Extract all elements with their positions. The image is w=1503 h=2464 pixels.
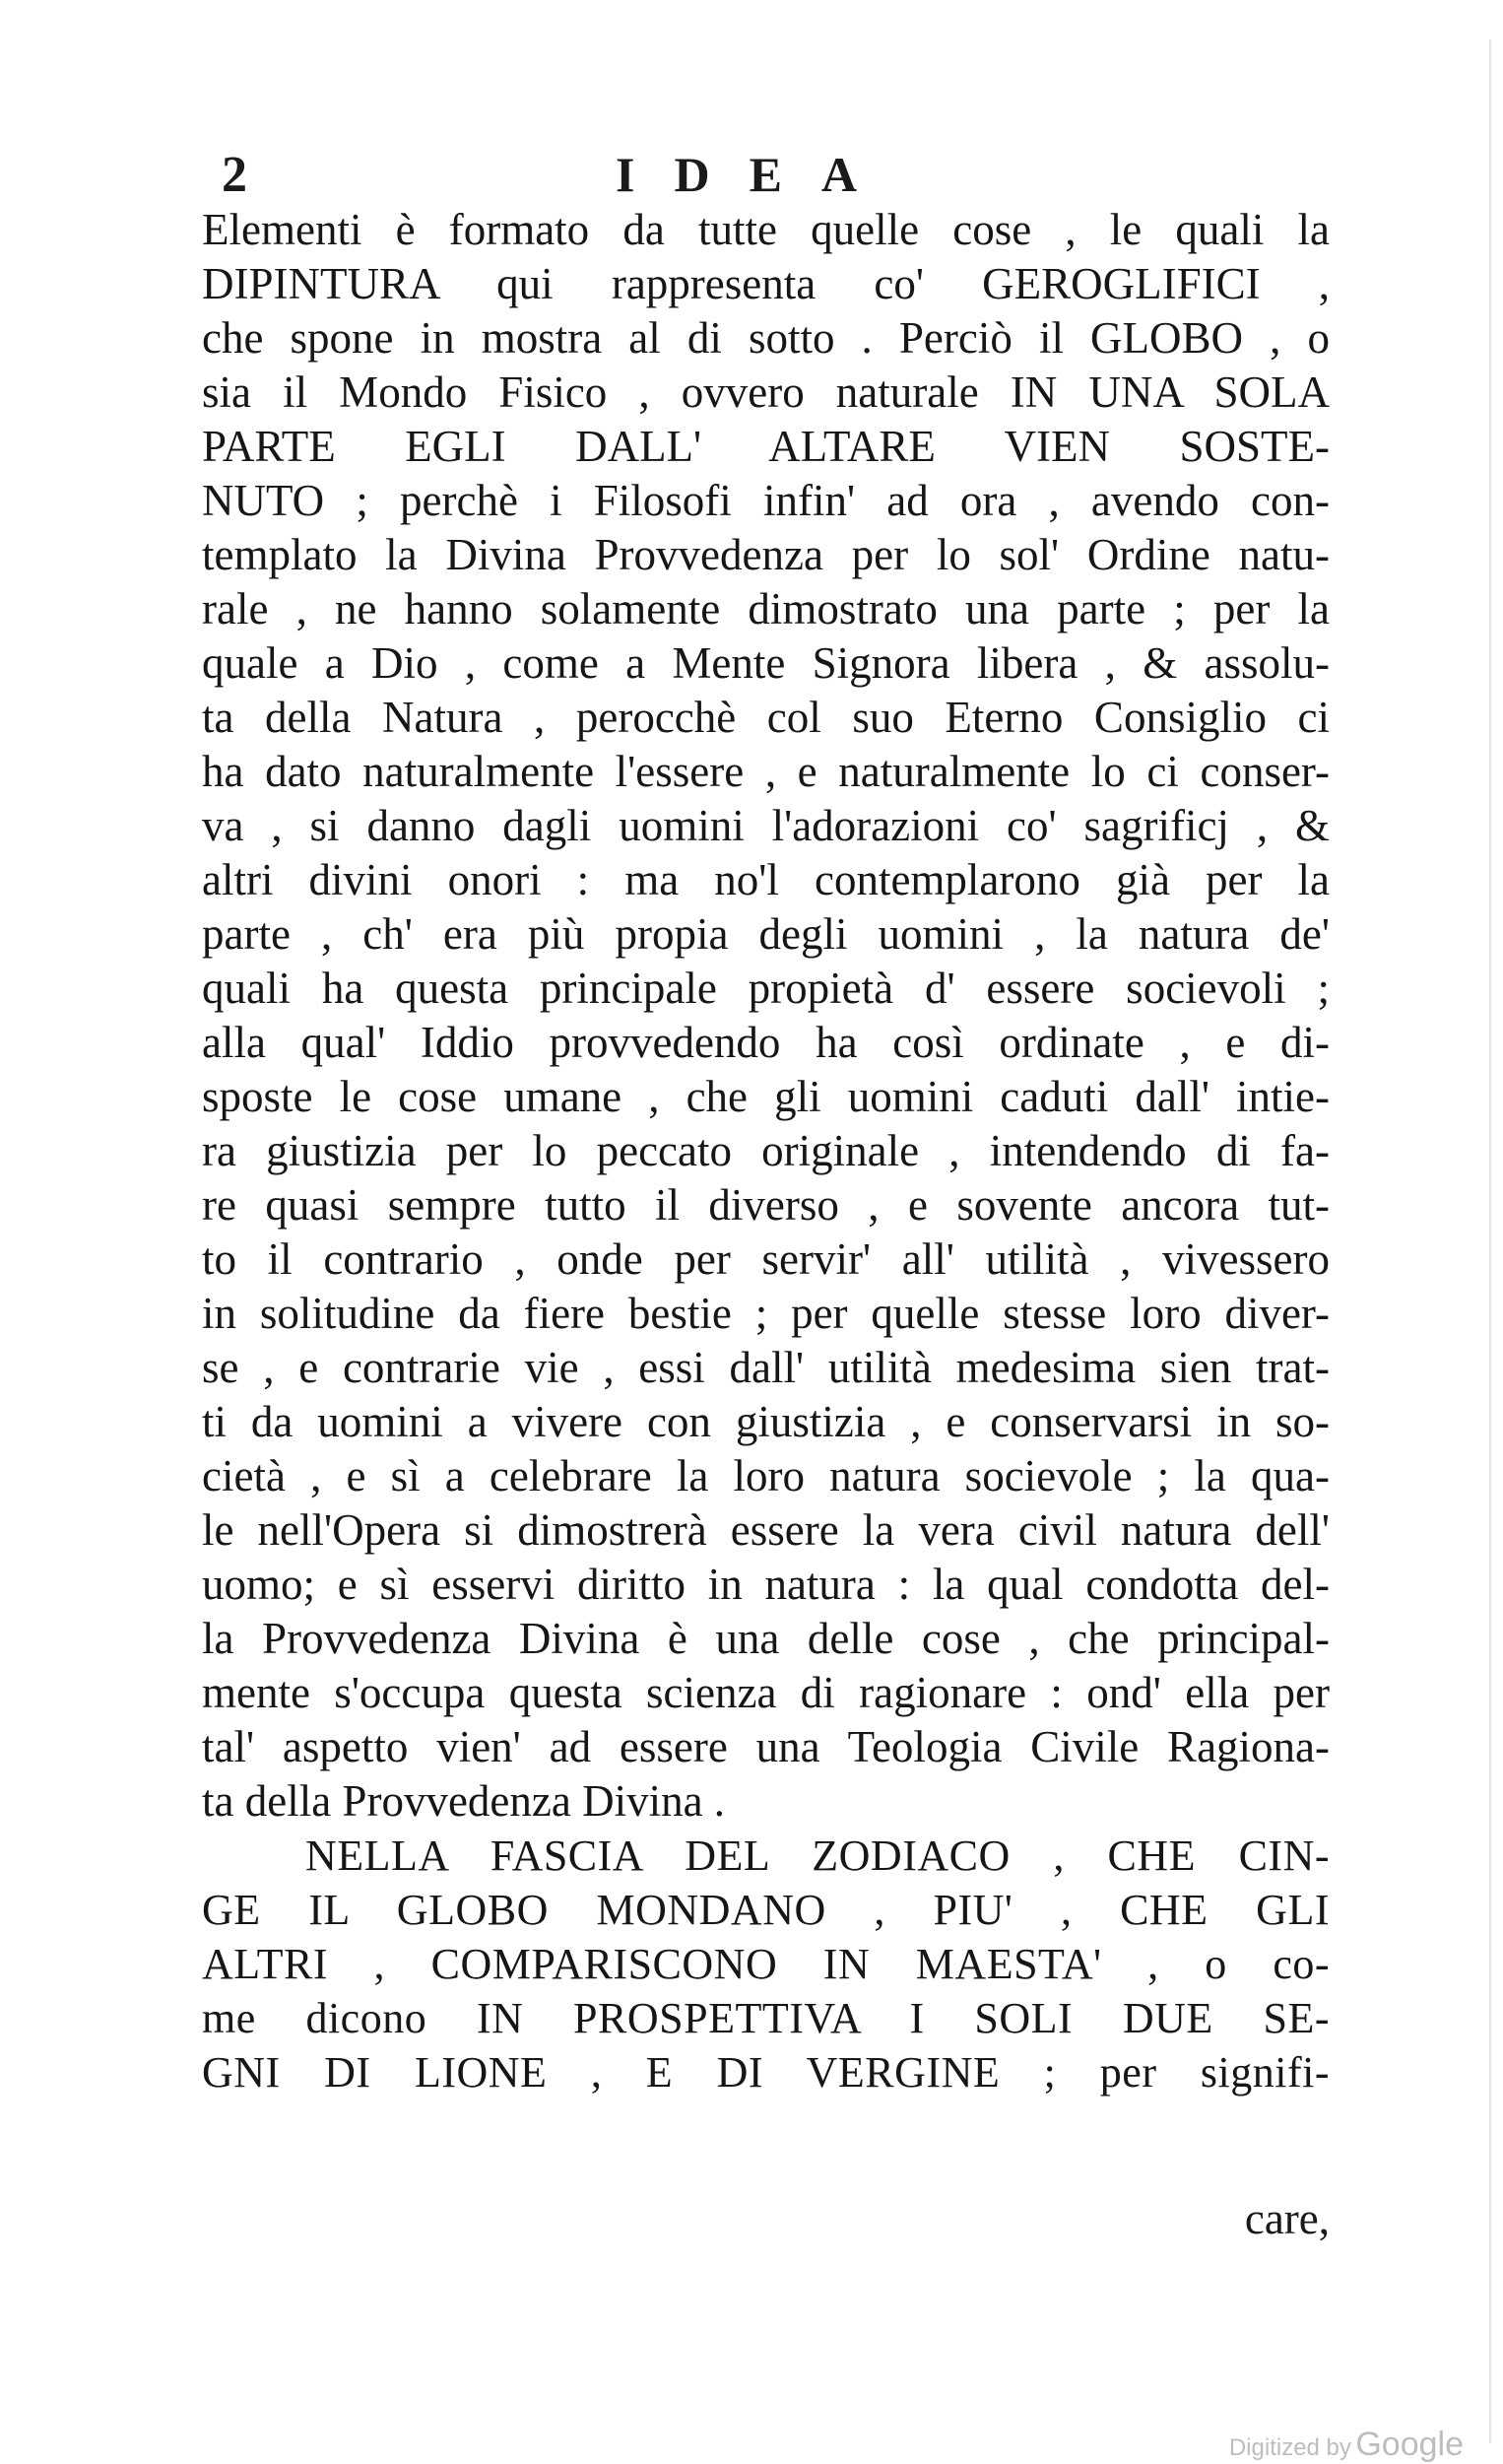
text-line: ta della Natura , perocchè col suo Eterno Consiglio ci	[202, 693, 1330, 742]
text-line: se , e contrarie vie , essi dall' utilità medesima sien trat-	[202, 1343, 1330, 1392]
paragraph-line: NELLA FASCIA DEL ZODIACO , CHE CIN-	[305, 1831, 1330, 1880]
text-line: mente s'occupa questa scienza di ragionare : ond' ella per	[202, 1668, 1330, 1717]
page-edge-line	[1489, 39, 1491, 2443]
text-line: ha dato naturalmente l'essere , e naturalmente lo ci conser-	[202, 747, 1330, 796]
text-line: che spone in mostra al di sotto . Perciò il GLOBO , o	[202, 313, 1330, 363]
text-line: ti da uomini a vivere con giustizia , e conservarsi in so-	[202, 1397, 1330, 1446]
text-line: ra giustizia per lo peccato originale , intendendo di fa-	[202, 1126, 1330, 1175]
text-line: la Provvedenza Divina è una delle cose , che principal-	[202, 1614, 1330, 1663]
paragraph-line: GE IL GLOBO MONDANO , PIU' , CHE GLI	[202, 1886, 1330, 1934]
text-line: tal' aspetto vien' ad essere una Teologia Civile Ragiona-	[202, 1722, 1330, 1771]
text-line: va , si danno dagli uomini l'adorazioni co' sagrificj , &	[202, 801, 1330, 850]
text-line: parte , ch' era più propia degli uomini , la natura de'	[202, 909, 1330, 959]
text-line: ta della Provvedenza Divina .	[202, 1776, 726, 1826]
text-line: NUTO ; perchè i Filosofi infin' ad ora , avendo con-	[202, 476, 1330, 525]
paragraph-line: GNI DI LIONE , E DI VERGINE ; per signifi-	[202, 2048, 1330, 2097]
text-line: re quasi sempre tutto il diverso , e sovente ancora tut-	[202, 1180, 1330, 1230]
running-title: IDEA	[616, 147, 897, 202]
text-line: quali ha questa principale propietà d' essere socievoli ;	[202, 964, 1330, 1013]
text-line: le nell'Opera si dimostrerà essere la vera civil natura dell'	[202, 1505, 1330, 1555]
text-line: PARTE EGLI DALL' ALTARE VIEN SOSTE-	[202, 422, 1330, 471]
text-line: in solitudine da fiere bestie ; per quelle stesse loro diver-	[202, 1289, 1330, 1338]
running-head	[222, 146, 970, 205]
main-text	[202, 203, 1330, 2099]
text-line: to il contrario , onde per servir' all' utilità , vivessero	[202, 1234, 1330, 1284]
text-line: DIPINTURA qui rappresenta co' GEROGLIFICI ,	[202, 259, 1330, 308]
digitized-watermark	[1229, 2426, 1464, 2464]
text-line: rale , ne hanno solamente dimostrato una parte ; per la	[202, 584, 1330, 633]
text-line: Elementi è formato da tutte quelle cose , le quali la	[202, 205, 1330, 254]
catchword: care,	[1244, 2194, 1330, 2243]
text-line: sposte le cose umane , che gli uomini caduti dall' intie-	[202, 1072, 1330, 1121]
text-line: alla qual' Iddio provvedendo ha così ordinate , e di-	[202, 1018, 1330, 1067]
text-line: uomo; e sì esservi diritto in natura : la qual condotta del-	[202, 1560, 1330, 1609]
text-line: sia il Mondo Fisico , ovvero naturale IN UNA SOLA	[202, 367, 1330, 417]
paragraph-line: ALTRI , COMPARISCONO IN MAESTA' , o co-	[202, 1940, 1330, 1988]
watermark-prefix: Digitized by	[1228, 2434, 1351, 2461]
text-line: altri divini onori : ma no'l contemplarono già per la	[202, 855, 1330, 904]
text-line: quale a Dio , come a Mente Signora libera , & assolu-	[202, 638, 1330, 688]
paragraph-line: me dicono IN PROSPETTIVA I SOLI DUE SE-	[202, 1994, 1330, 2042]
watermark-brand: Google	[1355, 2426, 1464, 2463]
text-line: cietà , e sì a celebrare la loro natura socievole ; la qua-	[202, 1451, 1330, 1500]
text-line: templato la Divina Provvedenza per lo sol' Ordine natu-	[202, 530, 1330, 579]
page-number: 2	[222, 147, 247, 203]
